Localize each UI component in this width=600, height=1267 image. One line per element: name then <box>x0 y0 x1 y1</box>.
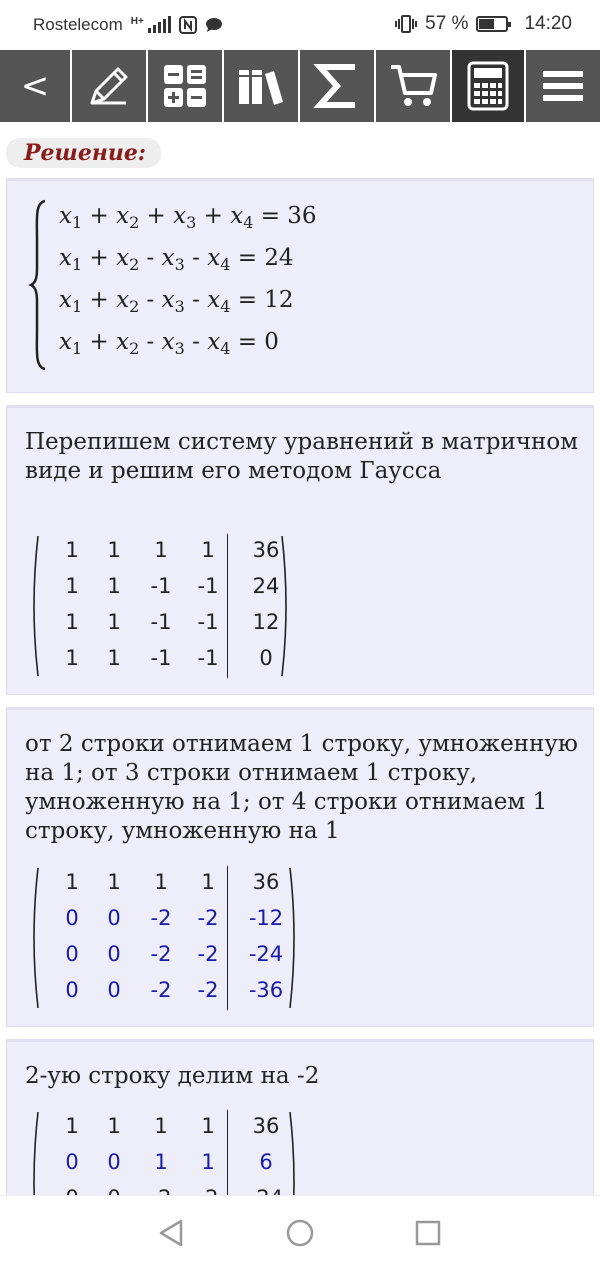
matrix-cell: -1 <box>197 610 219 634</box>
matrix-cell: -2 <box>150 978 172 1002</box>
variable: x <box>59 203 72 229</box>
battery-percent: 57 % <box>425 13 469 34</box>
status-bar <box>0 0 600 50</box>
variable-index: 3 <box>186 213 197 232</box>
matrix-cell: -1 <box>197 646 219 670</box>
cart-button[interactable] <box>376 50 452 122</box>
variable-index: 3 <box>174 339 185 358</box>
variable: x <box>161 287 175 313</box>
operator: - <box>139 287 162 313</box>
matrix-cell: 0 <box>65 1150 79 1174</box>
matrix-cell: 36 <box>252 1114 280 1138</box>
variable-index: 3 <box>174 297 185 316</box>
operator: + <box>82 329 117 355</box>
step-card-1 <box>6 405 594 695</box>
network-type: H+ <box>130 15 144 27</box>
right-hand-side: = 36 <box>253 203 317 229</box>
variable: x <box>173 203 187 229</box>
matrix-cell: 0 <box>65 942 79 966</box>
matrix-cell: -2 <box>197 942 219 966</box>
matrix-cell: 1 <box>107 870 121 894</box>
status-left <box>33 15 223 35</box>
matrix-cell: 1 <box>65 538 79 562</box>
variable: x <box>161 329 175 355</box>
variable: x <box>116 245 130 271</box>
matrix-cell: 1 <box>107 1114 121 1138</box>
vibrate-icon <box>395 15 417 33</box>
matrix-cell: -2 <box>197 978 219 1002</box>
operator: + <box>82 203 117 229</box>
variable: x <box>230 203 244 229</box>
variable-index: 2 <box>129 297 140 316</box>
matrix-cell: 0 <box>107 978 121 1002</box>
matrix-cell: 36 <box>252 538 280 562</box>
variable-index: 4 <box>243 213 254 232</box>
equation-2 <box>59 245 294 274</box>
matrix-cell: 0 <box>65 978 79 1002</box>
matrix-cell: -24 <box>248 942 284 966</box>
operator: - <box>184 287 208 313</box>
step-card-2 <box>6 707 594 1027</box>
variable: x <box>59 245 72 271</box>
matrix-cell: 0 <box>259 646 273 670</box>
matrix-cell: 1 <box>201 1150 215 1174</box>
matrix-cell: 1 <box>65 1114 79 1138</box>
variable: x <box>161 245 175 271</box>
status-right <box>395 13 572 35</box>
step-2-matrix <box>29 866 299 1010</box>
operator: - <box>184 245 208 271</box>
variable: x <box>59 287 72 313</box>
calculator-button[interactable] <box>452 50 526 122</box>
matrix-cell: -1 <box>197 574 219 598</box>
matrix-cell: 1 <box>154 1114 168 1138</box>
variable-index: 2 <box>129 213 140 232</box>
variable-index: 2 <box>129 255 140 274</box>
matrix-cell: 1 <box>154 1150 168 1174</box>
matrix-cell: 1 <box>107 574 121 598</box>
menu-button[interactable] <box>526 50 600 122</box>
matrix-cell: -12 <box>248 906 284 930</box>
matrix-cell: 1 <box>107 538 121 562</box>
equation-system-card <box>6 178 594 393</box>
operator: - <box>139 329 162 355</box>
battery-fill <box>479 19 494 29</box>
calculator-ops-button[interactable] <box>148 50 224 122</box>
matrix-cell: 1 <box>65 646 79 670</box>
hamburger-icon <box>543 71 583 101</box>
variable: x <box>116 287 130 313</box>
message-icon <box>205 17 223 33</box>
variable: x <box>116 329 130 355</box>
matrix-cell: 36 <box>252 870 280 894</box>
chevron-left-icon: < <box>20 66 50 106</box>
matrix-cell: 1 <box>154 870 168 894</box>
clock: 14:20 <box>524 13 572 34</box>
matrix-cell: 1 <box>201 1114 215 1138</box>
step-3-text: 2-ую строку делим на -2 <box>25 1063 320 1089</box>
variable: x <box>207 245 221 271</box>
step-1-text: Перепишем систему уравнений в матричном виде и решим его методом Гаусса <box>25 429 579 484</box>
equation-1 <box>59 203 317 232</box>
signal-icon <box>148 17 171 33</box>
matrix-cell: 1 <box>154 538 168 562</box>
left-paren <box>29 866 39 1010</box>
left-paren <box>29 534 39 678</box>
right-paren <box>289 866 299 1010</box>
variable-index: 4 <box>220 255 231 274</box>
matrix-cell: -36 <box>248 978 284 1002</box>
matrix-cell: 1 <box>107 646 121 670</box>
variable-index: 1 <box>71 339 83 358</box>
back-button[interactable] <box>0 50 72 122</box>
navigation-bar <box>0 1195 600 1267</box>
calculator-icon <box>468 62 508 110</box>
matrix-cell: 1 <box>65 574 79 598</box>
matrix-cell: 1 <box>201 870 215 894</box>
matrix-cell: -2 <box>197 906 219 930</box>
left-brace <box>29 199 49 371</box>
variable-index: 4 <box>220 339 231 358</box>
operator: + <box>82 287 117 313</box>
matrix-cell: -2 <box>150 906 172 930</box>
variable: x <box>59 329 72 355</box>
variable-index: 4 <box>220 297 231 316</box>
matrix-cell: 0 <box>107 942 121 966</box>
variable: x <box>116 203 130 229</box>
variable-index: 3 <box>174 255 185 274</box>
solution-content[interactable] <box>0 122 600 1195</box>
carrier-name: Rostelecom <box>33 15 123 34</box>
edit-button[interactable] <box>72 50 148 122</box>
right-hand-side: = 0 <box>230 329 279 355</box>
matrix-cell: -1 <box>150 574 172 598</box>
matrix-cell: 1 <box>107 610 121 634</box>
matrix-cell: -1 <box>150 610 172 634</box>
step-2-text: от 2 строки отнимаем 1 строку, умноженную на 1; от 3 строки отнимаем 1 строку, умноженную на 1; от 4 строки отнимаем 1 строку, умноженную на 1 <box>25 731 578 844</box>
operator: + <box>139 203 174 229</box>
circle-home-icon[interactable] <box>285 1218 315 1248</box>
pencil-icon <box>86 63 132 109</box>
equation-4 <box>59 329 279 358</box>
variable-index: 1 <box>71 213 83 232</box>
operator: + <box>82 245 117 271</box>
matrix-cell: 1 <box>65 610 79 634</box>
square-recents-icon[interactable] <box>414 1219 442 1247</box>
equation-3 <box>59 287 294 316</box>
toolbar <box>0 50 600 122</box>
variable: x <box>207 329 221 355</box>
step-1-matrix <box>29 534 291 678</box>
matrix-cell: -1 <box>150 646 172 670</box>
variable-index: 1 <box>71 297 83 316</box>
matrix-cell: 0 <box>65 906 79 930</box>
books-icon <box>237 66 285 106</box>
operator: + <box>196 203 231 229</box>
operator: - <box>184 329 208 355</box>
nfc-icon <box>179 16 197 34</box>
matrix-cell: 1 <box>65 870 79 894</box>
matrix-cell: 12 <box>252 610 280 634</box>
matrix-cell: 24 <box>252 574 280 598</box>
right-hand-side: = 12 <box>230 287 294 313</box>
matrix-cell: -2 <box>150 942 172 966</box>
right-hand-side: = 24 <box>230 245 294 271</box>
arithmetic-icon <box>163 64 207 108</box>
variable-index: 1 <box>71 255 83 274</box>
triangle-back-icon[interactable] <box>157 1218 185 1248</box>
matrix-cell: 6 <box>259 1150 273 1174</box>
battery-icon <box>476 16 508 32</box>
library-button[interactable] <box>224 50 300 122</box>
matrix-cell: 0 <box>107 1150 121 1174</box>
operator: - <box>139 245 162 271</box>
variable: x <box>207 287 221 313</box>
sum-button[interactable] <box>300 50 376 122</box>
matrix-cell: 0 <box>107 906 121 930</box>
matrix-cell: 1 <box>201 538 215 562</box>
sigma-icon <box>315 63 359 109</box>
cart-icon <box>389 63 437 109</box>
variable-index: 2 <box>129 339 140 358</box>
solution-label: Решение: <box>6 138 161 168</box>
